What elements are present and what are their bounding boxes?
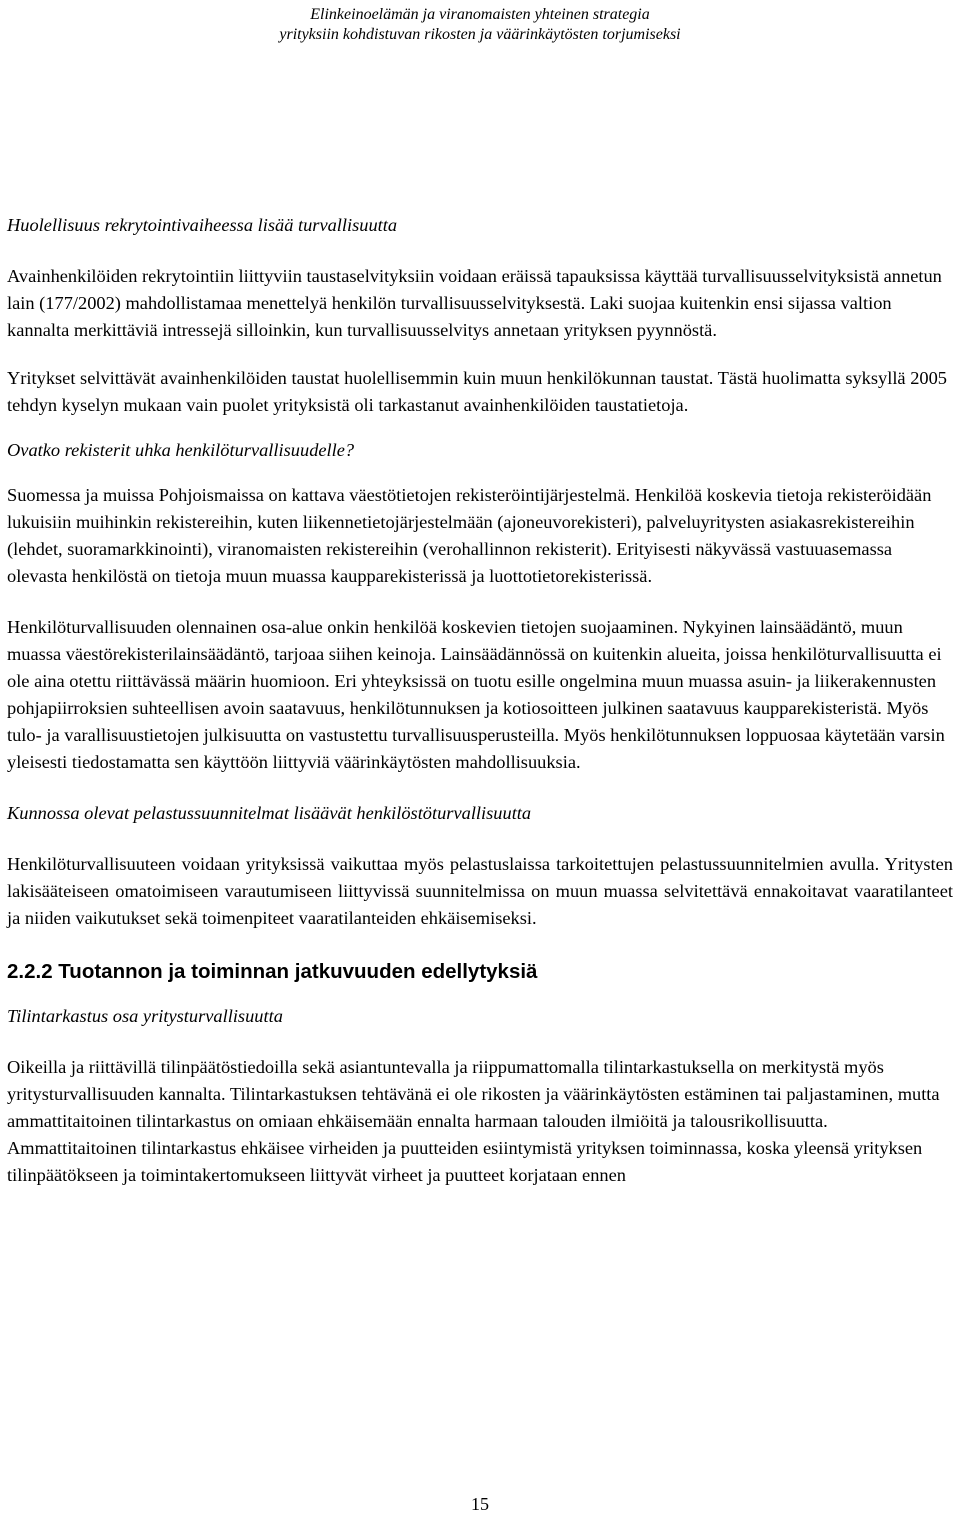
paragraph-key-personnel: Yritykset selvittävät avainhenkilöiden taustat huolellisemmin kuin muun henkilökunnan taustat. Tästä huolimatta syksyllä 2005 tehdyn kyselyn mukaan vain puolet yrityksistä oli tarkastanut avainhenkilöiden taustatietoja. [7,368,947,415]
running-header [0,5,960,45]
paragraph-rescue-plans: Henkilöturvallisuuteen voidaan yrityksissä vaikuttaa myös pelastuslaissa tarkoitettujen pelastussuunnitelmien avulla. Yritysten lakisääteiseen omatoimiseen varautumiseen liittyvissä suunnitelmissa on muun muassa selvitettävä ennakoitavat vaaratilanteet ja niiden vaikutukset sekä toimenpiteet vaaratilanteiden ehkäisemiseksi. [7,854,953,928]
page-content [7,212,953,1189]
page-number: 15 [471,1494,489,1514]
section-heading-continuity: 2.2.2 Tuotannon ja toiminnan jatkuvuuden edellytyksiä [7,960,538,983]
paragraph-background-checks: Avainhenkilöiden rekrytointiin liittyviin taustaselvityksiin voidaan eräissä tapauksissa käyttää turvallisuusselvityksistä annetun lain (177/2002) mahdollistamaa menettelyä henkilön turvallisuusselvityksestä. Laki suojaa kuitenkin ensi sijassa valtion kannalta merkittäviä intressejä silloinkin, kun turvallisuusselvitys annetaan yrityksen pyynnöstä. [7,266,942,340]
paragraph-auditing: Oikeilla ja riittävillä tilinpäätöstiedoilla sekä asiantuntevalla ja riippumattomalla tilintarkastuksella on merkitystä myös yritysturvallisuuden kannalta. Tilintarkastuksen tehtävänä ei ole rikosten ja väärinkäytösten estäminen tai paljastaminen, mutta ammattitaitoinen tilintarkastus on omiaan ehkäisemään ennalta harmaan talouden ilmiöitä ja talousrikollisuutta. Ammattitaitoinen tilintarkastus ehkäisee virheiden ja puutteiden esiintymistä yrityksen toiminnassa, koska yleensä yrityksen tilinpäätökseen ja toimintakertomukseen liittyvät virheet ja puutteet korjataan ennen [7,1057,940,1185]
paragraph-registration-system: Suomessa ja muissa Pohjoismaissa on kattava väestötietojen rekisteröintijärjestelmä. Henkilöä koskevia tietoja rekisteröidään lukuisiin muihinkin rekistereihin, kuten liikennetietojärjestelmään (ajoneuvorekisteri), palveluyritysten asiakasrekistereihin (lehdet, suoramarkkinointi), viranomaisten rekistereihin (verohallinnon rekisterit). Erityisesti näkyvässä vastuuasemassa olevasta henkilöstä on tietoja muun muassa kaupparekisterissä ja luottotietorekisterissä. [7,485,932,586]
subheading-registers: Ovatko rekisterit uhka henkilöturvallisuudelle? [7,440,355,460]
header-line-2: yrityksiin kohdistuvan rikosten ja väärinkäytösten torjumiseksi [279,26,681,43]
subheading-auditing: Tilintarkastus osa yritysturvallisuutta [7,1006,283,1026]
subheading-rescue-plans: Kunnossa olevat pelastussuunnitelmat lisäävät henkilöstöturvallisuutta [7,803,532,823]
header-line-1: Elinkeinoelämän ja viranomaisten yhteinen strategia [310,6,650,23]
paragraph-data-protection: Henkilöturvallisuuden olennainen osa-alue onkin henkilöä koskevien tietojen suojaaminen. Nykyinen lainsäädäntö, muun muassa väestörekisterilainsäädäntö, tarjoaa siihen keinoja. Lainsäädännössä on kuitenkin alueita, joissa henkilöturvallisuutta ei ole aina otettu riittävässä määrin huomioon. Eri yhteyksissä on tuotu esille ongelmina muun muassa asuin- ja liikerakennusten pohjapiirroksien suhteellisen avoin saatavuus, henkilötunnuksen ja kotiosoitteen julkinen saatavuus kaupparekisteristä. Myös tulo- ja varallisuustietojen julkisuutta on vastustettu turvallisuusperusteilla. Myös henkilötunnuksen loppuosaa käytetään varsin yleisesti tiedostamatta sen käyttöön liittyviä väärinkäytösten mahdollisuuksia. [7,617,945,772]
subheading-recruitment: Huolellisuus rekrytointivaiheessa lisää turvallisuutta [7,215,398,235]
